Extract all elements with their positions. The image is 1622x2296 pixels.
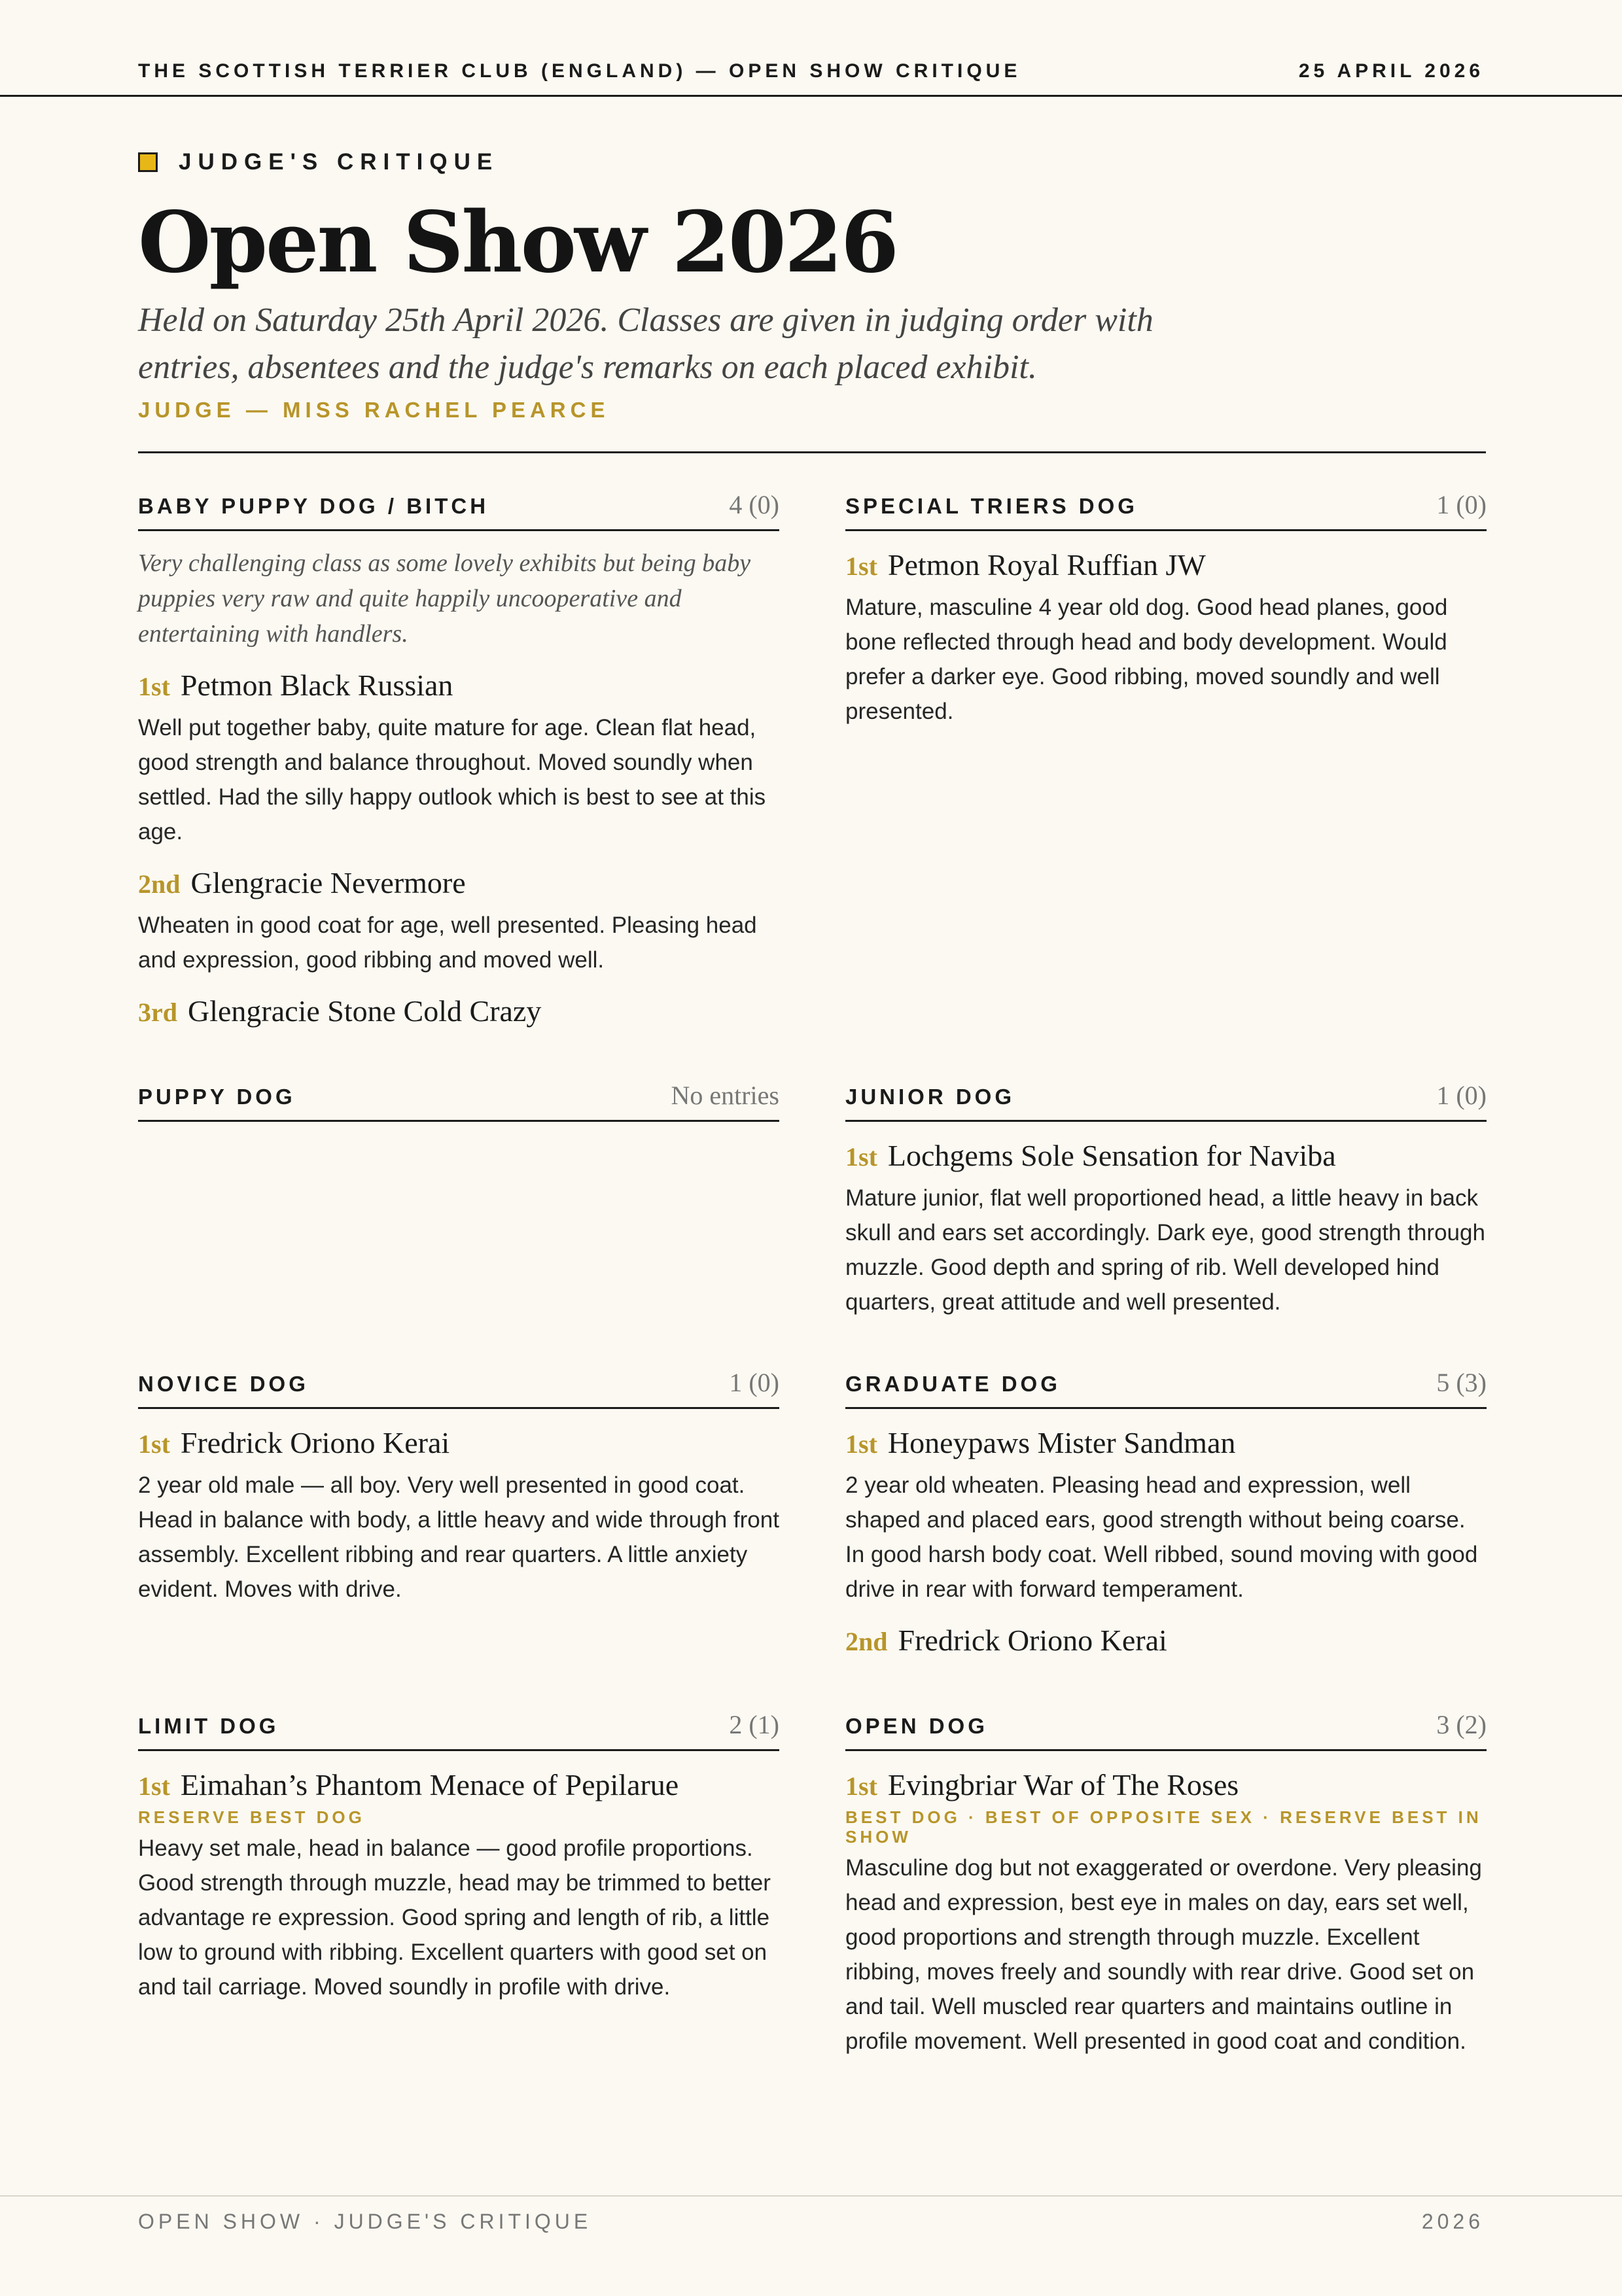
placing-position: 1st [845, 1429, 877, 1459]
placing-position: 1st [845, 551, 877, 581]
placing-line [845, 1136, 1487, 1177]
running-header [0, 0, 1622, 97]
placing-position: 1st [845, 1142, 877, 1172]
class-name: BABY PUPPY DOG / BITCH [138, 494, 489, 518]
class-section [845, 1367, 1487, 1661]
kicker-label: JUDGE'S CRITIQUE [179, 149, 499, 175]
class-name: PUPPY DOG [138, 1085, 296, 1109]
placing-line [845, 546, 1487, 586]
class-section [845, 489, 1487, 729]
placing-position: 3rd [138, 998, 177, 1027]
judge-remark: Heavy set male, head in balance — good profile proportions. Good strength through muzzle, head may be trimmed to better advantage re expression. Good spring and length of rib, a little low to ground with ribbing. Excellent quarters with good set on and tail carriage. Moved soundly in profile with drive. [138, 1835, 771, 2000]
class-intro: Very challenging class as some lovely exhibits but being baby puppies very raw and quite happily uncooperative and entertaining with handlers. [138, 549, 751, 648]
class-header [845, 489, 1487, 531]
dog-name: Petmon Royal Ruffian JW [887, 548, 1206, 582]
page-title: Open Show 2026 [138, 194, 897, 292]
class-header [138, 1709, 779, 1751]
judge-remark: Mature junior, flat well proportioned head, a little heavy in back skull and ears set accordingly. Dark eye, good strength through muzzle. Good depth and spring of rib. Well developed hind quarters, great attitude and well presented. [845, 1185, 1485, 1315]
class-entry-count: 5 (3) [1436, 1368, 1487, 1397]
class-name: JUNIOR DOG [845, 1085, 1015, 1109]
class-section [845, 1080, 1487, 1319]
class-header [845, 1367, 1487, 1409]
judge-remark: Well put together baby, quite mature for age. Clean flat head, good strength and balance throughout. Moved soundly when settled. Had the silly happy outlook which is best to see at this age. [138, 715, 766, 844]
class-name: SPECIAL TRIERS DOG [845, 494, 1138, 518]
footer-title: OPEN SHOW · JUDGE'S CRITIQUE [138, 2210, 592, 2233]
dog-name: Honeypaws Mister Sandman [887, 1426, 1236, 1459]
class-header [845, 1709, 1487, 1751]
placing-position: 1st [138, 672, 170, 701]
class-entry-count: 4 (0) [729, 490, 779, 519]
class-section [138, 1367, 779, 1607]
hero [138, 149, 1486, 423]
placing-entry [138, 863, 779, 977]
placing-line [138, 1423, 779, 1464]
class-section [138, 489, 779, 1032]
class-header [138, 489, 779, 531]
judge-remark: 2 year old wheaten. Pleasing head and expression, well shaped and placed ears, good strength without being coarse. In good harsh body coat. Well ribbed, sound moving with good drive in rear with forward temperament. [845, 1472, 1478, 1602]
award-line: BEST DOG · BEST OF OPPOSITE SEX · RESERVE BEST IN SHOW [845, 1807, 1482, 1847]
placing-entry [845, 1621, 1487, 1661]
class-entry-count: 1 (0) [1436, 1081, 1487, 1110]
class-entry-count: No entries [671, 1081, 779, 1110]
placing-position: 1st [845, 1771, 877, 1801]
placing-line [845, 1765, 1487, 1806]
class-name: LIMIT DOG [138, 1714, 279, 1738]
placing-entry [845, 1423, 1487, 1607]
dog-name: Petmon Black Russian [180, 669, 453, 702]
placing-position: 1st [138, 1771, 170, 1801]
placing-position: 2nd [845, 1627, 888, 1656]
header-title: THE SCOTTISH TERRIER CLUB (ENGLAND) — OPEN SHOW CRITIQUE [138, 60, 1021, 82]
judge-remark: Wheaten in good coat for age, well presented. Pleasing head and expression, good ribbing and moved well. [138, 913, 757, 973]
kicker [138, 149, 1486, 175]
running-footer [0, 2195, 1622, 2296]
dog-name: Lochgems Sole Sensation for Naviba [887, 1139, 1336, 1172]
footer-year: 2026 [1421, 2210, 1484, 2233]
class-name: GRADUATE DOG [845, 1372, 1061, 1396]
class-entry-count: 1 (0) [1436, 490, 1487, 519]
class-section [138, 1080, 779, 1122]
class-entry-count: 1 (0) [729, 1368, 779, 1397]
dog-name: Evingbriar War of The Roses [887, 1768, 1239, 1801]
placing-entry [845, 1765, 1487, 2059]
class-section [138, 1709, 779, 2004]
placing-line [138, 1765, 779, 1806]
dog-name: Eimahan’s Phantom Menace of Pepilarue [180, 1768, 679, 1801]
header-date: 25 APRIL 2026 [1298, 60, 1484, 82]
dog-name: Glengracie Stone Cold Crazy [188, 994, 542, 1028]
placing-entry [845, 1136, 1487, 1319]
class-header [138, 1367, 779, 1409]
class-name: OPEN DOG [845, 1714, 988, 1738]
dog-name: Fredrick Oriono Kerai [898, 1624, 1167, 1657]
class-name: NOVICE DOG [138, 1372, 309, 1396]
dog-name: Glengracie Nevermore [190, 866, 466, 899]
page-subtitle: Held on Saturday 25th April 2026. Classes are given in judging order with entries, absentees and the judge's remarks on each placed exhibit. [138, 302, 1154, 386]
placing-line [138, 863, 779, 904]
judge-remark: Masculine dog but not exaggerated or overdone. Very pleasing head and expression, best eye in males on day, ears set well, good proportions and strength through muzzle. Excellent ribbing, moves freely and soundly with rear drive. Good set on and tail. Well muscled rear quarters and maintains outline in profile movement. Well presented in good coat and condition. [845, 1855, 1482, 2054]
placing-entry [138, 1765, 779, 2004]
judge-line: JUDGE — MISS RACHEL PEARCE [138, 398, 610, 422]
placing-line [845, 1423, 1487, 1464]
divider [138, 451, 1486, 453]
placing-entry [138, 992, 779, 1032]
dog-name: Fredrick Oriono Kerai [180, 1426, 450, 1459]
judge-remark: Mature, masculine 4 year old dog. Good head planes, good bone reflected through head and body development. Would prefer a darker eye. Good ribbing, moved soundly and well presented. [845, 595, 1448, 724]
class-entry-count: 3 (2) [1436, 1710, 1487, 1739]
class-entry-count: 2 (1) [729, 1710, 779, 1739]
placing-line [845, 1621, 1487, 1661]
class-section [845, 1709, 1487, 2059]
class-header [138, 1080, 779, 1122]
placing-line [138, 666, 779, 706]
class-header [845, 1080, 1487, 1122]
placing-entry [138, 1423, 779, 1607]
award-line: RESERVE BEST DOG [138, 1807, 365, 1827]
judge-remark: 2 year old male — all boy. Very well presented in good coat. Head in balance with body, a little heavy and wide through front assembly. Excellent ribbing and rear quarters. A little anxiety evident. Moves with drive. [138, 1472, 779, 1602]
placing-position: 1st [138, 1429, 170, 1459]
placing-line [138, 992, 779, 1032]
square-icon [138, 152, 158, 172]
placing-entry [845, 546, 1487, 729]
placing-entry [138, 666, 779, 849]
placing-position: 2nd [138, 869, 181, 899]
